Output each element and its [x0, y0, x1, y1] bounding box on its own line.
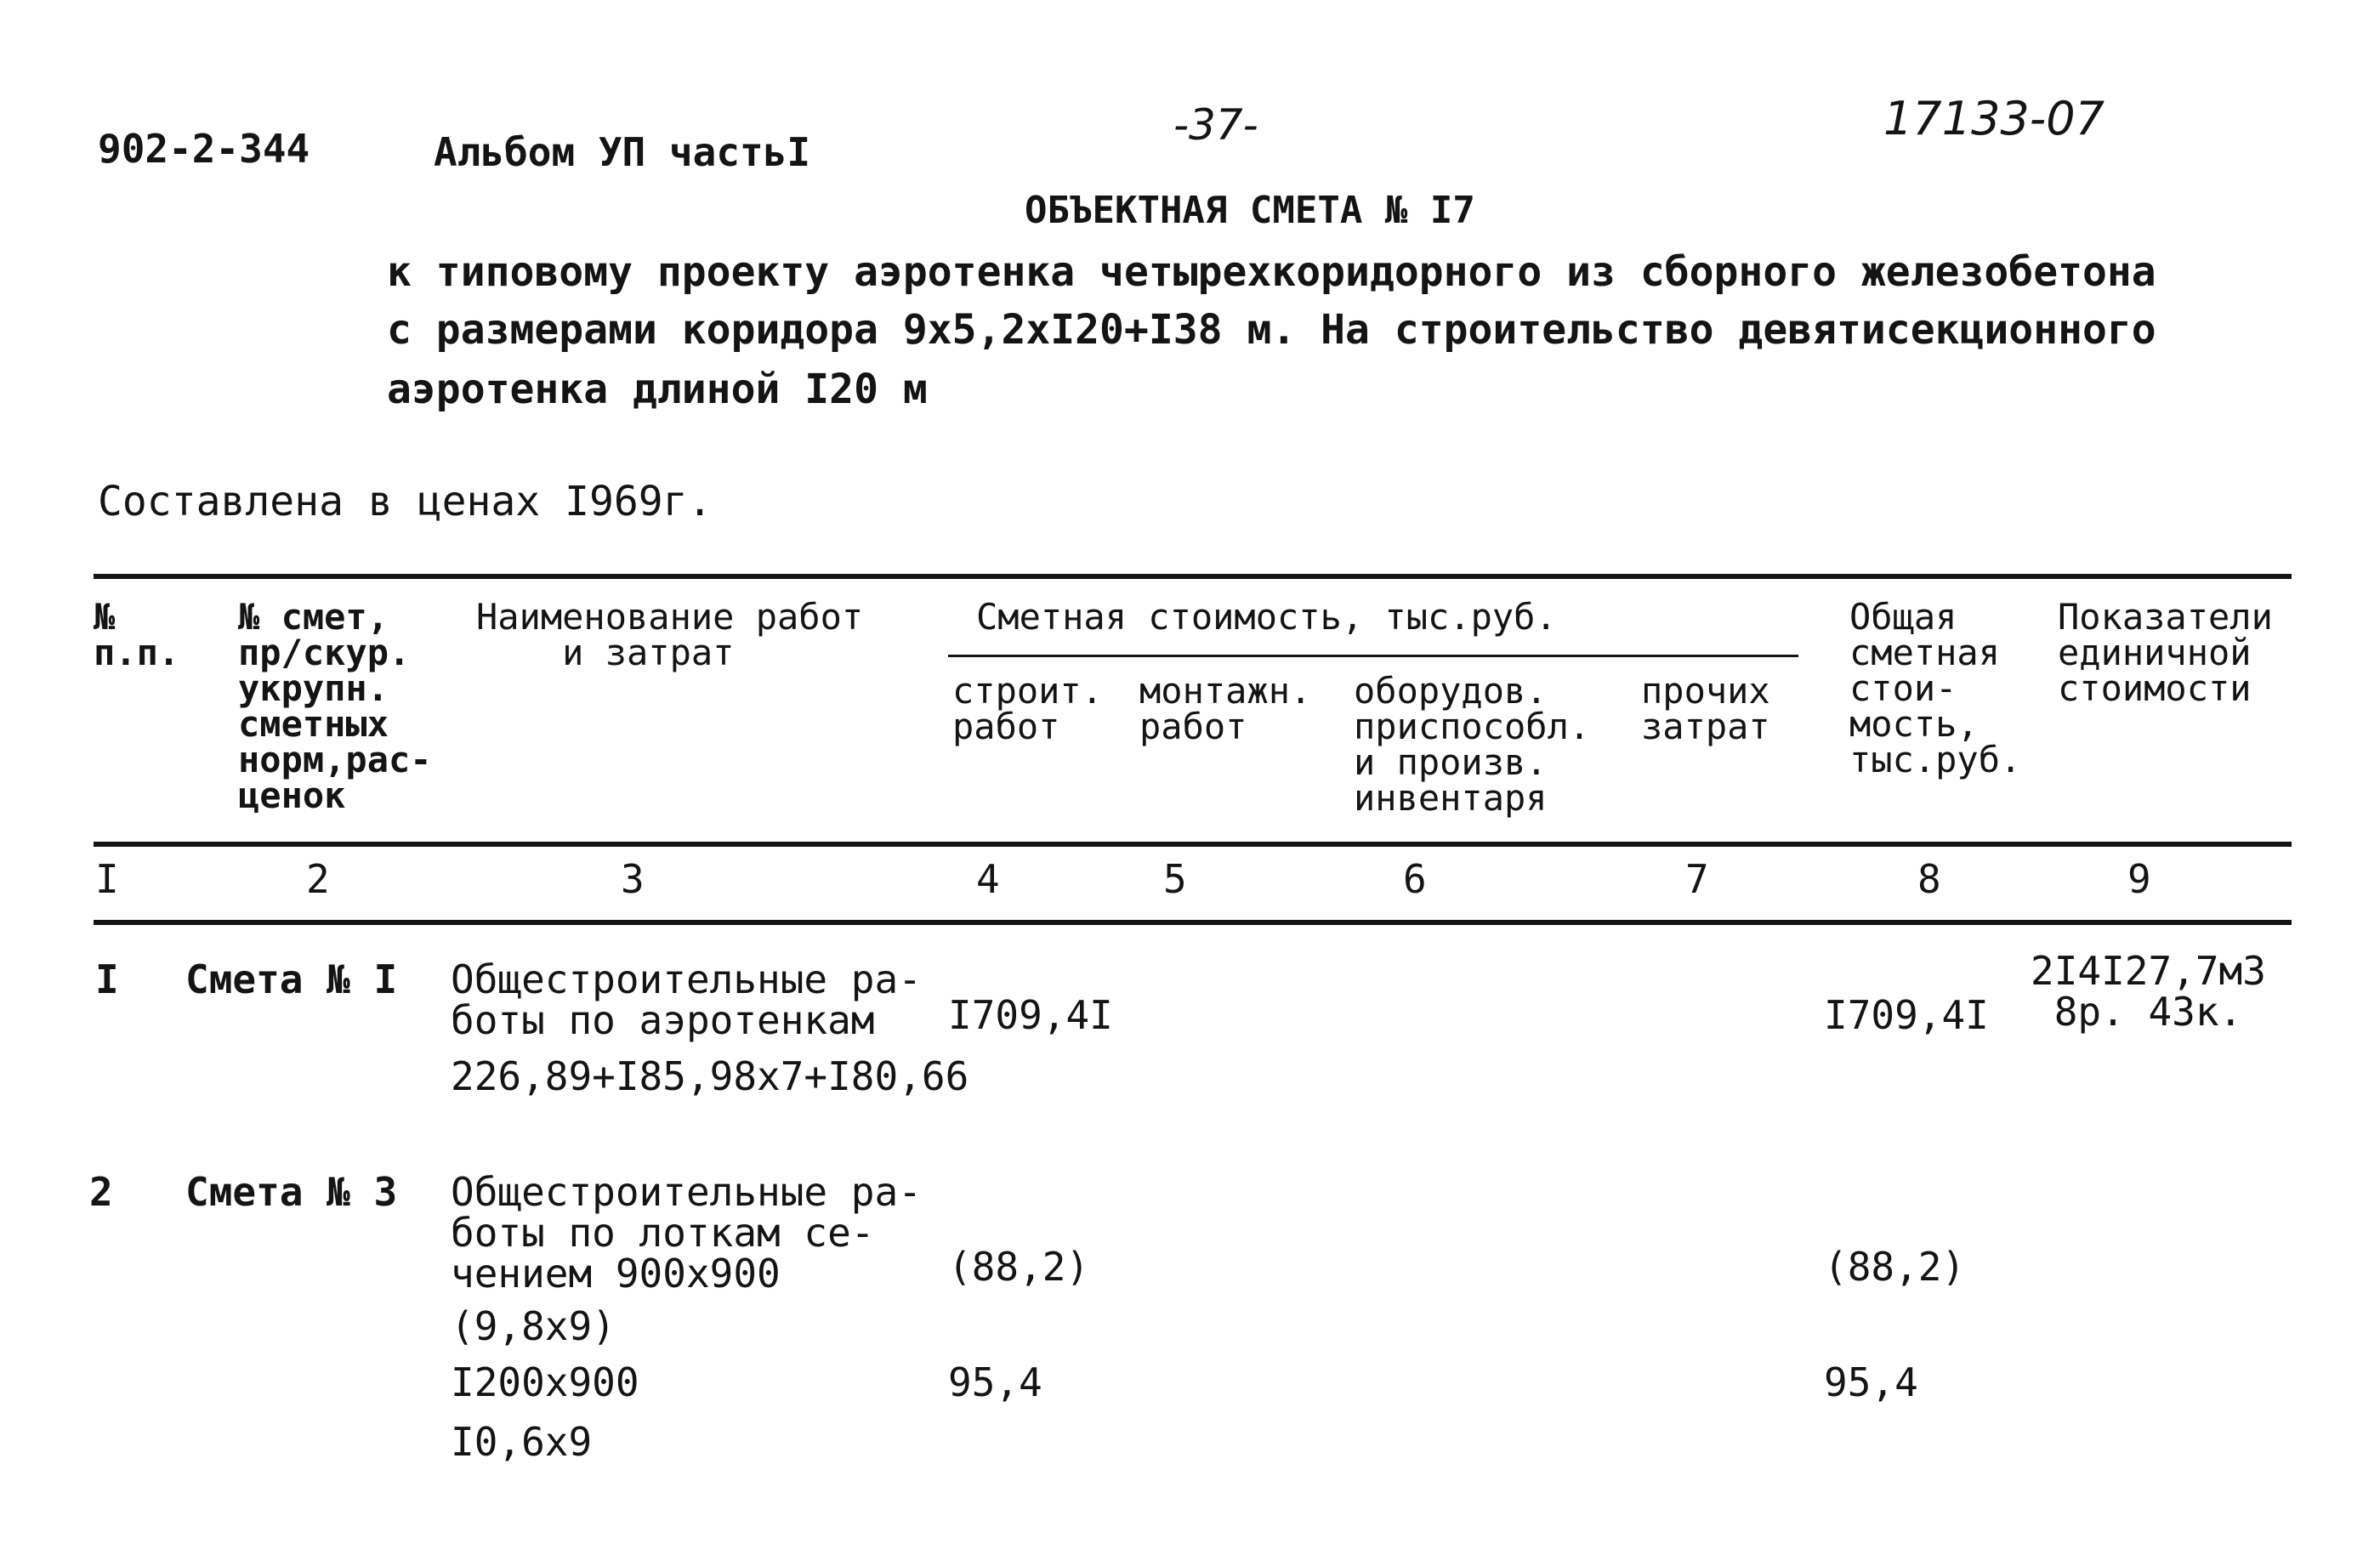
header-col-number: № п.п.: [94, 596, 180, 673]
row-total-cost: I709,4I: [1824, 992, 1989, 1038]
header-col-unit-cost: Показатели единичной стоимости: [2058, 596, 2273, 709]
row-work-subitem: I200х900: [451, 1359, 639, 1405]
row-estimate-ref: Смета № I: [185, 956, 398, 1002]
row-sub-total-cost: 95,4: [1824, 1359, 1918, 1405]
column-number: 8: [1917, 856, 1941, 902]
column-number: 3: [621, 856, 645, 902]
header-col-equipment: оборудов. приспособл. и произв. инвентаря: [1354, 670, 1591, 819]
header-col-name: Наименование работ и затрат: [476, 596, 864, 673]
page-number: -37-: [1173, 100, 1258, 150]
row-total-cost: (88,2): [1824, 1244, 1966, 1290]
header-col-installation: монтажн. работ: [1139, 670, 1312, 747]
row-unit-cost: 2I4I27,7м3 8р. 43к.: [2031, 948, 2266, 1035]
document-code: 902-2-344: [98, 126, 310, 172]
row-work-subitem: (9,8х9): [451, 1303, 616, 1349]
column-number: 9: [2127, 856, 2151, 902]
album-label: Альбом УП частьI: [434, 129, 811, 175]
document-title: ОБЪЕКТНАЯ СМЕТА № I7: [1025, 189, 1475, 232]
column-number: I: [95, 856, 119, 902]
column-number: 6: [1403, 856, 1427, 902]
header-col-other: прочих затрат: [1641, 670, 1770, 747]
row-construction-cost: (88,2): [948, 1244, 1090, 1290]
header-col-construction: строит. работ: [952, 670, 1104, 747]
table-top-rule: [94, 574, 2292, 579]
row-work-name: Общестроительные ра- боты по аэротенкам: [451, 956, 922, 1043]
column-number: 5: [1163, 856, 1187, 902]
row-work-detail: 226,89+I85,98х7+I80,66: [451, 1053, 969, 1099]
row-work-name: Общестроительные ра- боты по лоткам се- чением 900х900: [451, 1169, 922, 1296]
header-bottom-rule: [94, 842, 2292, 847]
title-line-2: с размерами коридора 9х5,2хI20+I38 м. На строительство девятисекционного: [387, 306, 2156, 354]
column-number: 4: [976, 856, 1000, 902]
numbers-bottom-rule: [94, 920, 2292, 925]
title-line-1: к типовому проекту аэротенка четырехкоридорного из сборного железобетона: [387, 248, 2156, 296]
title-line-3: аэротенка длиной I20 м: [387, 366, 928, 413]
column-number: 2: [306, 856, 330, 902]
archive-number: 17133-07: [1883, 92, 2105, 145]
group-underline: [948, 655, 1798, 657]
column-number: 7: [1685, 856, 1709, 902]
row-estimate-ref: Смета № 3: [185, 1169, 398, 1215]
prices-note: Составлена в ценах I969г.: [98, 478, 713, 525]
row-construction-cost: I709,4I: [948, 992, 1113, 1038]
row-number: I: [95, 956, 119, 1002]
header-col-total: Общая сметная стои- мость, тыс.руб.: [1849, 596, 2022, 780]
header-group-cost: Сметная стоимость, тыс.руб.: [976, 596, 1557, 638]
row-work-subitem: I0,6х9: [451, 1419, 593, 1465]
row-sub-construction-cost: 95,4: [948, 1359, 1042, 1405]
row-number: 2: [89, 1169, 113, 1215]
header-col-estimate-ref: № смет, пр/скур. укрупн. сметных норм,рас- ценок: [238, 596, 432, 816]
